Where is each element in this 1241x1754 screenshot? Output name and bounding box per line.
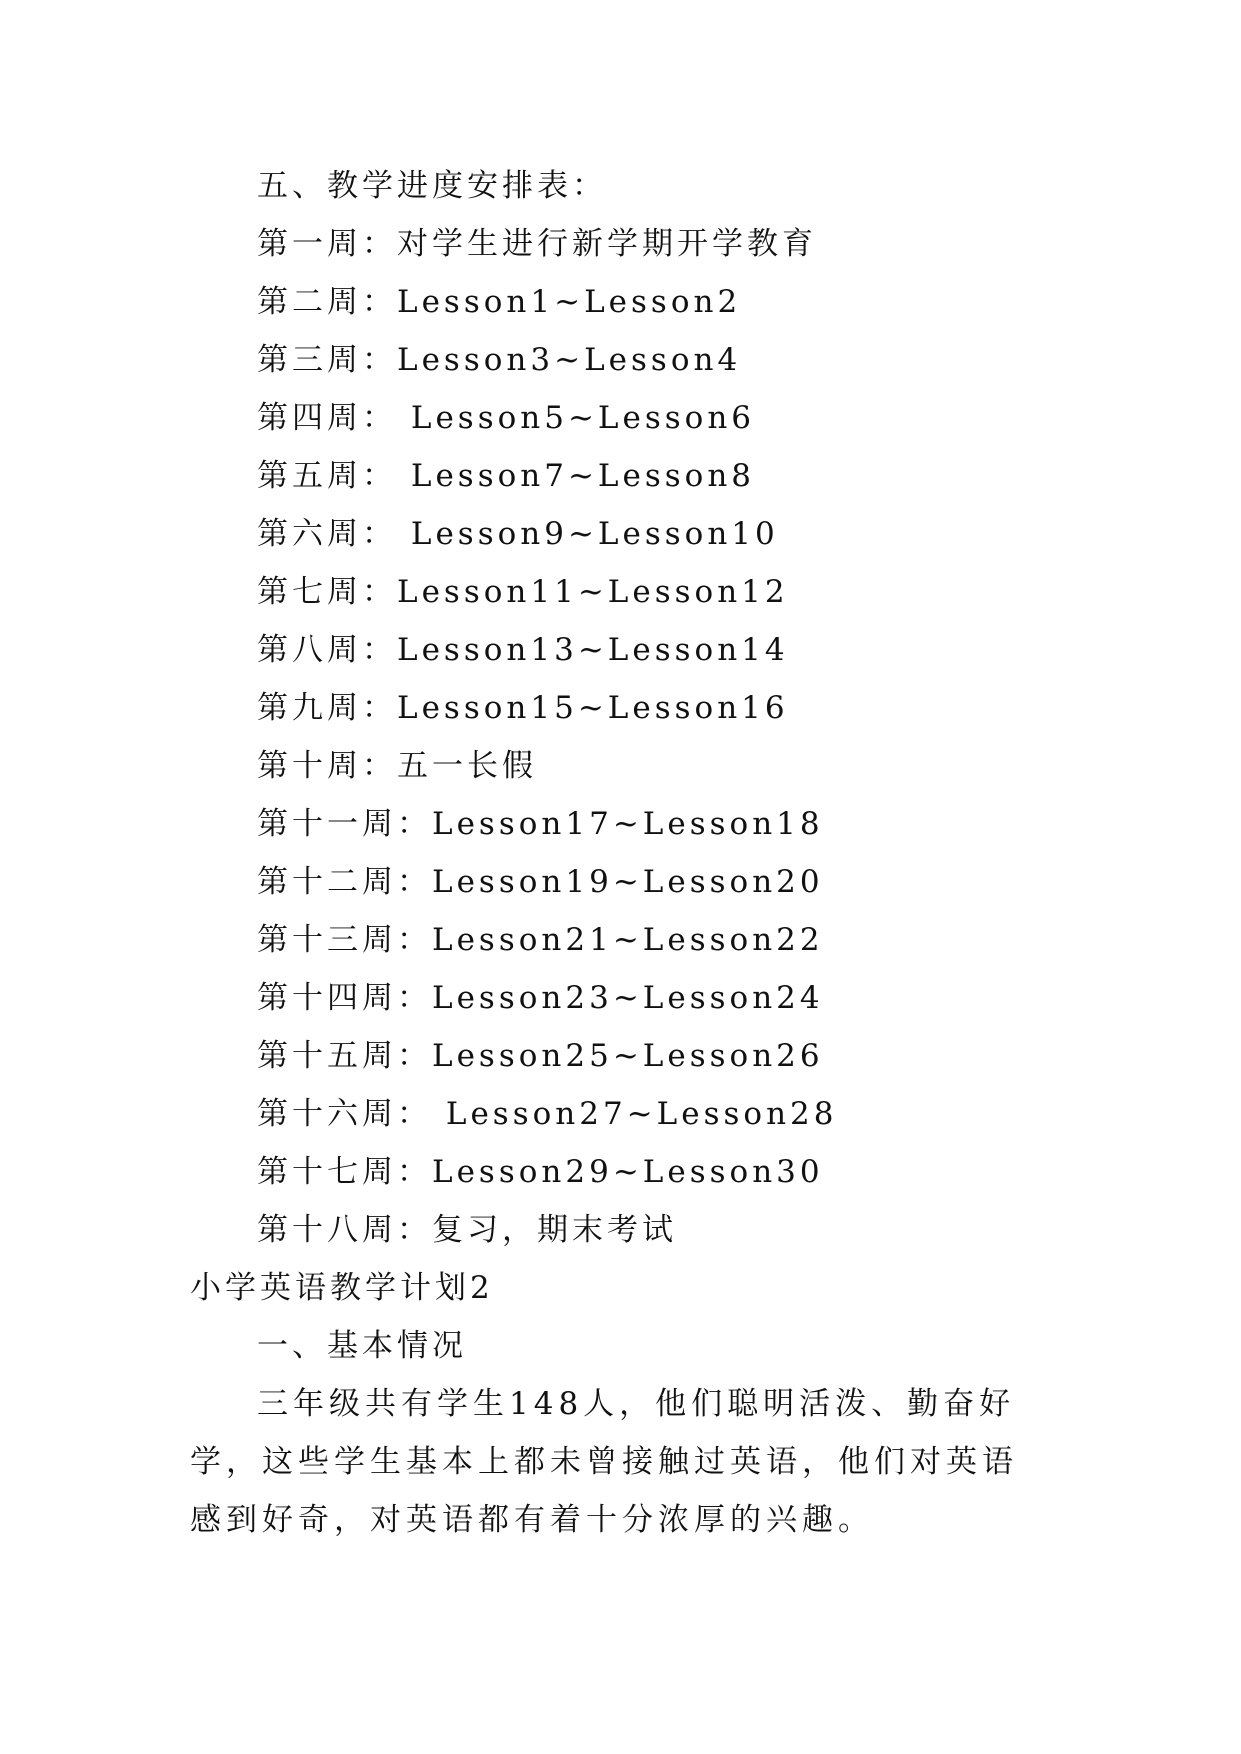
week-content: Lesson23~Lesson24 bbox=[432, 980, 824, 1016]
plan-title: 小学英语教学计划2 bbox=[190, 1270, 494, 1306]
schedule-row bbox=[257, 688, 789, 728]
week-content: Lesson17~Lesson18 bbox=[432, 806, 824, 842]
week-label: 第六周： bbox=[257, 516, 397, 552]
week-label: 第十二周： bbox=[257, 864, 432, 900]
schedule-row bbox=[257, 862, 824, 902]
week-content: Lesson15~Lesson16 bbox=[397, 690, 789, 726]
week-label: 第九周： bbox=[257, 690, 397, 726]
schedule-row bbox=[257, 340, 741, 380]
week-label: 第三周： bbox=[257, 342, 397, 378]
week-label: 第七周： bbox=[257, 574, 397, 610]
schedule-row bbox=[257, 514, 779, 554]
schedule-row bbox=[257, 456, 755, 496]
schedule-row bbox=[257, 978, 824, 1018]
week-content: Lesson11~Lesson12 bbox=[397, 574, 789, 610]
week-content: 复习，期末考试 bbox=[432, 1212, 677, 1248]
week-label: 第十三周： bbox=[257, 922, 432, 958]
schedule-row bbox=[257, 572, 789, 612]
week-label: 第八周： bbox=[257, 632, 397, 668]
week-label: 第十四周： bbox=[257, 980, 432, 1016]
week-content: Lesson13~Lesson14 bbox=[397, 632, 789, 668]
body-paragraph: 三年级共有学生148人，他们聪明活泼、勤奋好学，这些学生基本上都未曾接触过英语，他们对英语感到好奇，对英语都有着十分浓厚的兴趣。 bbox=[190, 1386, 1018, 1538]
schedule-row bbox=[257, 282, 741, 322]
week-label: 第四周： bbox=[257, 400, 397, 436]
schedule-row bbox=[257, 630, 789, 670]
schedule-row bbox=[257, 804, 824, 844]
week-label: 第一周： bbox=[257, 226, 397, 262]
schedule-row bbox=[257, 398, 755, 438]
week-content: 对学生进行新学期开学教育 bbox=[397, 226, 817, 262]
week-content: Lesson21~Lesson22 bbox=[432, 922, 824, 958]
week-content: Lesson25~Lesson26 bbox=[432, 1038, 824, 1074]
week-content: Lesson7~Lesson8 bbox=[397, 458, 756, 494]
section-heading: 五、教学进度安排表： bbox=[257, 168, 607, 204]
schedule-row bbox=[257, 1094, 837, 1134]
week-label: 第五周： bbox=[257, 458, 397, 494]
schedule-row bbox=[257, 1152, 824, 1192]
week-content: 五一长假 bbox=[397, 748, 537, 784]
week-content: Lesson9~Lesson10 bbox=[397, 516, 779, 552]
week-content: Lesson27~Lesson28 bbox=[432, 1096, 838, 1132]
week-label: 第十七周： bbox=[257, 1154, 432, 1190]
subsection-heading: 一、基本情况 bbox=[257, 1328, 467, 1364]
week-content: Lesson19~Lesson20 bbox=[432, 864, 824, 900]
schedule-row bbox=[257, 224, 817, 264]
schedule-row bbox=[257, 920, 824, 960]
week-label: 第二周： bbox=[257, 284, 397, 320]
week-label: 第十五周： bbox=[257, 1038, 432, 1074]
week-content: Lesson5~Lesson6 bbox=[397, 400, 756, 436]
week-label: 第十六周： bbox=[257, 1096, 432, 1132]
week-content: Lesson29~Lesson30 bbox=[432, 1154, 824, 1190]
week-label: 第十一周： bbox=[257, 806, 432, 842]
schedule-row bbox=[257, 1036, 824, 1076]
schedule-row bbox=[257, 1210, 677, 1250]
week-content: Lesson1~Lesson2 bbox=[397, 284, 742, 320]
schedule-row bbox=[257, 746, 537, 786]
week-label: 第十八周： bbox=[257, 1212, 432, 1248]
week-label: 第十周： bbox=[257, 748, 397, 784]
week-content: Lesson3~Lesson4 bbox=[397, 342, 742, 378]
